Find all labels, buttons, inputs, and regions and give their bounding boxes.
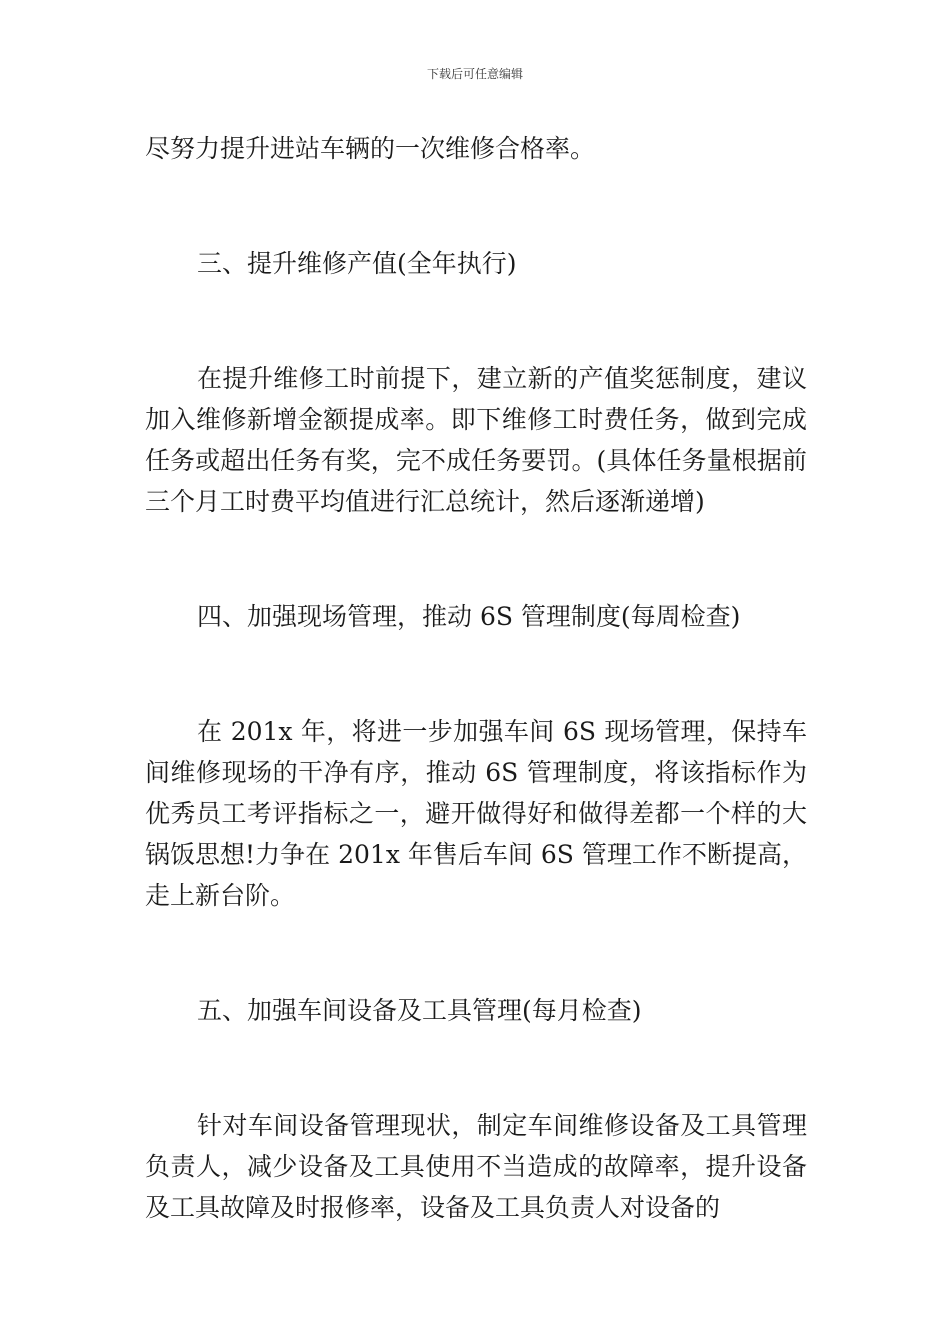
spacer — [145, 1031, 807, 1105]
section-heading-3: 三、提升维修产值(全年执行) — [197, 249, 517, 278]
spacer — [145, 169, 807, 243]
section-heading-5: 五、加强车间设备及工具管理(每月检查) — [197, 996, 642, 1025]
document-body — [145, 128, 807, 1228]
paragraph-continuation: 尽努力提升进站车辆的一次维修合格率。 — [145, 134, 596, 163]
spacer — [145, 916, 807, 990]
paragraph-section-3: 在提升维修工时前提下，建立新的产值奖惩制度，建议加入维修新增金额提成率。即下维修工时费任务，做到完成任务或超出任务有奖，完不成任务要罚。(具体任务量根据前三个月工时费平均值进行汇总统计，然后逐渐递增) — [145, 364, 807, 516]
header-note: 下载后可任意编辑 — [426, 67, 523, 81]
spacer — [145, 637, 807, 711]
spacer — [145, 522, 807, 596]
paragraph-section-5: 针对车间设备管理现状，制定车间维修设备及工具管理负责人，减少设备及工具使用不当造成的故障率，提升设备及工具故障及时报修率，设备及工具负责人对设备的 — [145, 1111, 807, 1222]
paragraph-section-4: 在 201x 年，将进一步加强车间 6S 现场管理，保持车间维修现场的干净有序，推动 6S 管理制度，将该指标作为优秀员工考评指标之一，避开做得好和做得差都一个样的大锅饭思想!力争在 201x 年售后车间 6S 管理工作不断提高，走上新台阶。 — [145, 717, 807, 910]
section-heading-4: 四、加强现场管理，推动 6S 管理制度(每周检查) — [197, 602, 741, 631]
spacer — [145, 284, 807, 358]
